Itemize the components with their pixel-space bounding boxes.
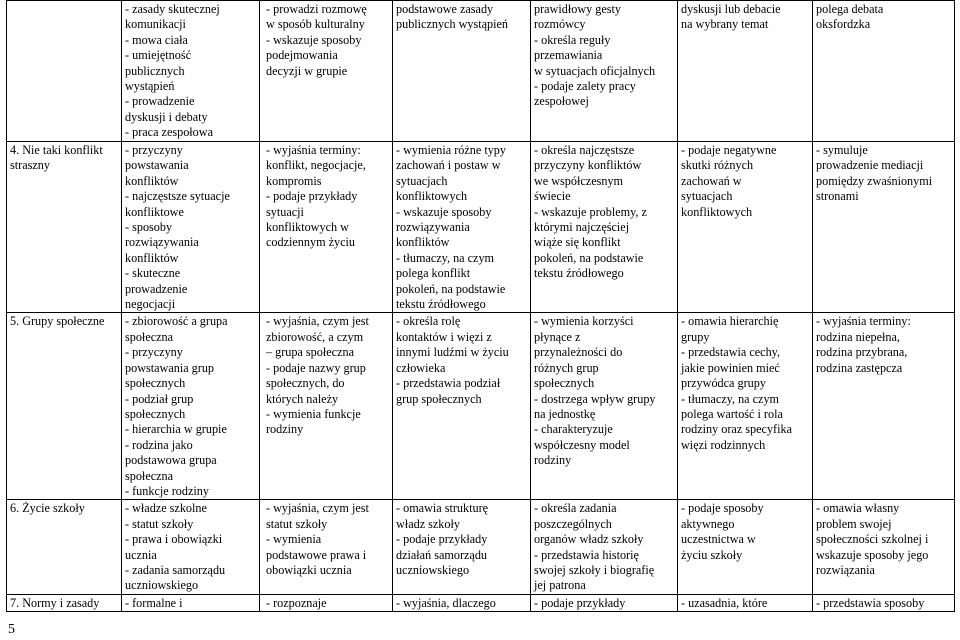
table-cell-grade-3 <box>393 142 531 313</box>
cell-text-line: - przedstawia podział <box>396 376 501 391</box>
table-row-continuation <box>7 1 955 142</box>
table-cell-topic <box>7 313 122 500</box>
cell-text-line: których należy <box>266 391 339 406</box>
cell-text-line: - prowadzi rozmowę <box>266 2 367 16</box>
cell-text-line: rodzina przybrana, <box>816 345 908 360</box>
cell-text-line: - sposoby <box>125 220 173 235</box>
cell-text-line: społeczna <box>125 468 174 483</box>
table-cell-grade-3 <box>393 313 531 500</box>
cell-text-line: konfliktów <box>125 173 179 188</box>
cell-text-line: powstawania <box>125 158 189 173</box>
cell-text-line: swojej szkoły i biografię <box>534 562 655 577</box>
cell-text-line: – grupa społeczna <box>266 345 354 360</box>
cell-text-line: - podaje zalety pracy <box>534 79 636 94</box>
cell-text-line: oksfordzka <box>816 17 871 32</box>
cell-text-line: rozwiązywania <box>396 220 470 235</box>
cell-text-line: - wyjaśnia terminy: <box>266 143 361 157</box>
cell-text-line: konflikt, negocjacje, <box>266 158 366 173</box>
cell-text-line: - umiejętność <box>125 48 191 63</box>
cell-text-line: - podaje przykłady <box>266 189 358 204</box>
table-cell-grade-5 <box>678 1 813 142</box>
cell-text-line: - podaje przykłady <box>396 532 488 547</box>
cell-text-line: - praca zespołowa <box>125 125 213 140</box>
cell-text-line: dyskusji i debaty <box>125 109 208 124</box>
cell-text-line: społeczna <box>125 329 174 344</box>
cell-text-line: społecznych, do <box>266 376 345 391</box>
cell-text-line: rozwiązywania <box>125 235 199 250</box>
cell-text-line: 7. Normy i zasady <box>10 595 100 610</box>
cell-text-line: komunikacji <box>125 17 186 32</box>
cell-text-line: społecznych <box>125 406 186 421</box>
cell-text-line: - przyczyny <box>125 345 183 360</box>
cell-text-line: decyzji w grupie <box>266 63 348 78</box>
cell-text-line: - określa rolę <box>396 314 461 329</box>
cell-text-line: ucznia <box>125 547 157 562</box>
table-cell-grade-4 <box>531 500 678 594</box>
table-cell-topic <box>7 142 122 313</box>
cell-text-line: innymi ludźmi w życiu <box>396 345 509 360</box>
cell-text-line: - wyjaśnia, dlaczego <box>396 595 496 610</box>
cell-text-line: pomiędzy zwaśnionymi <box>816 173 933 188</box>
table-cell-grade-2 <box>260 594 393 611</box>
cell-text-line: - symuluje <box>816 143 868 157</box>
cell-text-line: uczniowskiego <box>125 578 199 593</box>
cell-text-line: podstawowe prawa i <box>266 547 367 562</box>
cell-text-line: - dostrzega wpływ grupy <box>534 391 656 406</box>
table-cell-grade-2 <box>260 1 393 142</box>
cell-text-line: rodziny <box>534 453 572 468</box>
cell-text-line: więzi rodzinnych <box>681 437 766 452</box>
cell-text-line: konfliktowe <box>125 204 184 219</box>
cell-text-line: - przedstawia historię <box>534 547 639 562</box>
curriculum-table <box>6 0 955 612</box>
cell-text-line: grup społecznych <box>396 391 482 406</box>
cell-text-line: uczniowskiego <box>396 562 470 577</box>
cell-text-line: - zasady skutecznej <box>125 2 220 16</box>
cell-text-line: - statut szkoły <box>125 516 194 531</box>
cell-text-line: - wymienia <box>266 532 322 547</box>
cell-text-line: wskazuje sposoby jego <box>816 547 929 562</box>
cell-text-line: publicznych wystąpień <box>396 17 509 32</box>
cell-text-line: polega konflikt <box>396 266 471 281</box>
cell-text-line: społeczności szkolnej i <box>816 532 929 547</box>
table-cell-topic <box>7 500 122 594</box>
cell-text-line: prowadzenie mediacji <box>816 158 924 173</box>
cell-text-line: - omawia strukturę <box>396 501 489 516</box>
cell-text-line: - zbiorowość a grupa <box>125 314 228 329</box>
table-cell-content <box>122 594 260 611</box>
cell-text-line: podstawowa grupa <box>125 453 217 468</box>
cell-text-line: problem swojej <box>816 516 892 531</box>
table-cell-grade-5 <box>678 594 813 611</box>
cell-text-line: konfliktowych <box>396 189 468 204</box>
cell-text-line: - podaje nazwy grup <box>266 360 366 375</box>
table-cell-content <box>122 142 260 313</box>
cell-text-line: - omawia hierarchię <box>681 314 779 329</box>
cell-text-line: - prawa i obowiązki <box>125 532 223 547</box>
cell-text-line: - tłumaczy, na czym <box>396 250 495 265</box>
table-cell-grade-5 <box>678 142 813 313</box>
cell-text-line: - najczęstsze sytuacje <box>125 189 230 204</box>
cell-text-line: - przedstawia cechy, <box>681 345 781 360</box>
table-cell-grade-3 <box>393 1 531 142</box>
cell-text-line: - rodzina jako <box>125 437 193 452</box>
page-number: 5 <box>8 622 15 637</box>
cell-text-line: - wymienia funkcje <box>266 406 361 421</box>
cell-text-line: - określa zadania <box>534 501 617 516</box>
table-cell-grade-4 <box>531 594 678 611</box>
cell-text-line: polega wartość i rola <box>681 406 783 421</box>
cell-text-line: przywódca grupy <box>681 376 766 391</box>
cell-text-line: - określa najczęstsze <box>534 143 635 157</box>
cell-text-line: wystąpień <box>125 79 175 94</box>
cell-text-line: konfliktowych w <box>266 220 349 235</box>
cell-text-line: uczestnictwa w <box>681 532 756 547</box>
cell-text-line: płynące z <box>534 329 581 344</box>
table-cell-grade-6 <box>813 1 955 142</box>
cell-text-line: tekstu źródłowego <box>534 266 624 281</box>
cell-text-line: - skuteczne <box>125 266 181 281</box>
cell-text-line: - prowadzenie <box>125 94 195 109</box>
cell-text-line: prawidłowy gesty <box>534 2 621 16</box>
cell-text-line: władz szkoły <box>396 516 460 531</box>
cell-text-line: 5. Grupy społeczne <box>10 314 105 329</box>
cell-text-line: - wymienia różne typy <box>396 143 506 157</box>
cell-text-line: na jednostkę <box>534 406 596 421</box>
cell-text-line: sytuacji <box>266 204 304 219</box>
cell-text-line: konfliktów <box>125 250 179 265</box>
cell-text-line: - wskazuje problemy, z <box>534 204 647 219</box>
cell-text-line: skutki różnych <box>681 158 754 173</box>
cell-text-line: dyskusji lub debacie <box>681 2 781 16</box>
table-row-social-groups <box>7 313 955 500</box>
cell-text-line: społecznych <box>534 376 595 391</box>
cell-text-line: we współczesnym <box>534 173 624 188</box>
cell-text-line: konfliktów <box>396 235 450 250</box>
cell-text-line: - hierarchia w grupie <box>125 422 227 437</box>
cell-text-line: kontaktów i więzi z <box>396 329 492 344</box>
cell-text-line: przemawiania <box>534 48 603 63</box>
cell-text-line: codziennym życiu <box>266 235 356 250</box>
cell-text-line: - podaje negatywne <box>681 143 777 157</box>
table-cell-grade-4 <box>531 1 678 142</box>
cell-text-line: - określa reguły <box>534 32 611 47</box>
table-cell-content <box>122 500 260 594</box>
cell-text-line: rodziny oraz specyfika <box>681 422 792 437</box>
cell-text-line: jakie powinien mieć <box>681 360 780 375</box>
cell-text-line: zespołowej <box>534 94 589 109</box>
cell-text-line: pokoleń, na podstawie <box>396 281 506 296</box>
table-row-conflict <box>7 142 955 313</box>
cell-text-line: współczesny model <box>534 437 630 452</box>
table-cell-grade-6 <box>813 594 955 611</box>
cell-text-line: - przedstawia sposoby <box>816 595 925 610</box>
cell-text-line: - władze szkolne <box>125 501 207 516</box>
cell-text-line: człowieka <box>396 360 446 375</box>
table-cell-grade-5 <box>678 500 813 594</box>
cell-text-line: kompromis <box>266 173 322 188</box>
cell-text-line: - uzasadnia, które <box>681 595 768 610</box>
table-cell-grade-2 <box>260 142 393 313</box>
cell-text-line: - wyjaśnia, czym jest <box>266 314 369 329</box>
cell-text-line: rodzina zastępcza <box>816 360 903 375</box>
cell-text-line: 6. Życie szkoły <box>10 501 85 516</box>
cell-text-line: rozwiązania <box>816 562 875 577</box>
cell-text-line: straszny <box>10 158 50 173</box>
table-cell-grade-5 <box>678 313 813 500</box>
cell-text-line: - wymienia korzyści <box>534 314 634 329</box>
cell-text-line: rozmówcy <box>534 17 586 32</box>
cell-text-line: obowiązki ucznia <box>266 562 352 577</box>
cell-text-line: wiąże się konflikt <box>534 235 621 250</box>
table-cell-topic <box>7 1 122 142</box>
cell-text-line: publicznych <box>125 63 185 78</box>
cell-text-line: powstawania grup <box>125 360 215 375</box>
table-cell-grade-3 <box>393 594 531 611</box>
table-cell-grade-4 <box>531 313 678 500</box>
cell-text-line: którymi najczęściej <box>534 220 630 235</box>
cell-text-line: - przyczyny <box>125 143 183 157</box>
cell-text-line: - charakteryzuje <box>534 422 613 437</box>
cell-text-line: - zadania samorządu <box>125 562 226 577</box>
table-row-school-life <box>7 500 955 594</box>
cell-text-line: społecznych <box>125 376 186 391</box>
table-cell-grade-6 <box>813 500 955 594</box>
cell-text-line: w sytuacjach oficjalnych <box>534 63 656 78</box>
table-cell-topic <box>7 594 122 611</box>
cell-text-line: przynależności do <box>534 345 623 360</box>
table-cell-grade-2 <box>260 313 393 500</box>
cell-text-line: na wybrany temat <box>681 17 769 32</box>
cell-text-line: - podaje przykłady <box>534 595 626 610</box>
table-cell-grade-2 <box>260 500 393 594</box>
cell-text-line: sytuacjach <box>396 173 448 188</box>
cell-text-line: grupy <box>681 329 710 344</box>
cell-text-line: statut szkoły <box>266 516 328 531</box>
cell-text-line: zachowań i postaw w <box>396 158 501 173</box>
cell-text-line: zachowań w <box>681 173 742 188</box>
cell-text-line: - wyjaśnia terminy: <box>816 314 911 329</box>
cell-text-line: aktywnego <box>681 516 735 531</box>
cell-text-line: - wyjaśnia, czym jest <box>266 501 369 516</box>
cell-text-line: poszczególnych <box>534 516 612 531</box>
cell-text-line: negocjacji <box>125 297 176 312</box>
table-row-norms <box>7 594 955 611</box>
table-cell-grade-6 <box>813 142 955 313</box>
table-body <box>7 1 955 612</box>
cell-text-line: - podaje sposoby <box>681 501 764 516</box>
cell-text-line: świecie <box>534 189 571 204</box>
cell-text-line: - tłumaczy, na czym <box>681 391 780 406</box>
cell-text-line: życiu szkoły <box>681 547 743 562</box>
cell-text-line: w sposób kulturalny <box>266 17 365 32</box>
cell-text-line: przyczyny konfliktów <box>534 158 642 173</box>
table-cell-content <box>122 1 260 142</box>
cell-text-line: - funkcje rodziny <box>125 483 209 498</box>
cell-text-line: - wskazuje sposoby <box>396 204 492 219</box>
cell-text-line: podstawowe zasady <box>396 2 494 16</box>
cell-text-line: - rozpoznaje <box>266 595 327 610</box>
cell-text-line: pokoleń, na podstawie <box>534 250 644 265</box>
cell-text-line: sytuacjach <box>681 189 733 204</box>
cell-text-line: zbiorowość, a czym <box>266 329 364 344</box>
cell-text-line: 4. Nie taki konflikt <box>10 143 103 157</box>
table-cell-grade-4 <box>531 142 678 313</box>
table-cell-grade-3 <box>393 500 531 594</box>
cell-text-line: różnych grup <box>534 360 599 375</box>
cell-text-line: - mowa ciała <box>125 32 188 47</box>
cell-text-line: organów władz szkoły <box>534 532 644 547</box>
cell-text-line: - podział grup <box>125 391 194 406</box>
cell-text-line: - wskazuje sposoby <box>266 32 362 47</box>
cell-text-line: działań samorządu <box>396 547 488 562</box>
table-cell-content <box>122 313 260 500</box>
cell-text-line: konfliktowych <box>681 204 753 219</box>
cell-text-line: jej patrona <box>534 578 586 593</box>
cell-text-line: tekstu źródłowego <box>396 297 486 312</box>
cell-text-line: stronami <box>816 189 859 204</box>
cell-text-line: rodzina niepełna, <box>816 329 900 344</box>
cell-text-line: rodziny <box>266 422 304 437</box>
cell-text-line: polega debata <box>816 2 884 16</box>
cell-text-line: - omawia własny <box>816 501 900 516</box>
cell-text-line: podejmowania <box>266 48 338 63</box>
table-cell-grade-6 <box>813 313 955 500</box>
cell-text-line: - formalne i <box>125 595 183 610</box>
cell-text-line: prowadzenie <box>125 281 188 296</box>
